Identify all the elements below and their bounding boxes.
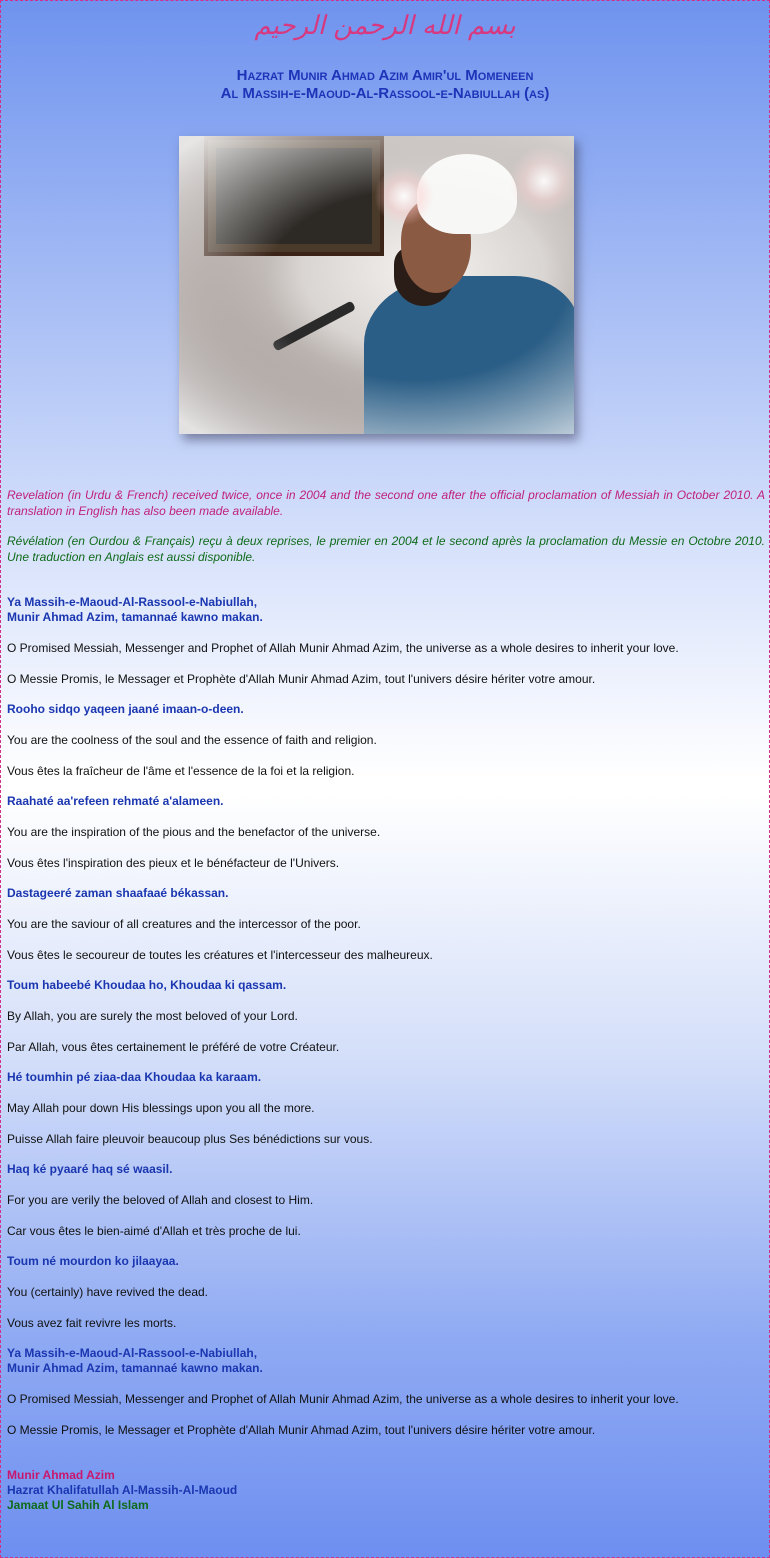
verse-french: [7, 948, 765, 963]
verse-line: O Messie Promis, le Messager et Prophète d'Allah Munir Ahmad Azim, tout l'univers désire hériter votre amour.: [7, 672, 596, 686]
verse-urdu: [7, 1162, 765, 1177]
verse-english: [7, 1101, 765, 1116]
verse-urdu: [7, 1254, 765, 1269]
verse-english: [7, 1285, 765, 1300]
bismillah-text: بسم الله الرحمن الرحيم: [254, 11, 516, 41]
verse-english: [7, 641, 765, 656]
verse-line: Ya Massih-e-Maoud-Al-Rassool-e-Nabiullah,: [7, 1346, 258, 1360]
verse-line: You are the inspiration of the pious and the benefactor of the universe.: [7, 825, 381, 839]
title-line-2: Al Massih-e-Maoud-Al-Rassool-e-Nabiullah (as): [220, 85, 550, 102]
verse-line: Dastageeré zaman shaafaaé békassan.: [7, 886, 229, 900]
signature-organization: Jamaat Ul Sahih Al Islam: [7, 1498, 149, 1512]
verse-line: Vous êtes l'inspiration des pieux et le bénéfacteur de l'Univers.: [7, 856, 340, 870]
verse-french: [7, 1423, 765, 1438]
verse-urdu: [7, 794, 765, 809]
verse-urdu: [7, 886, 765, 901]
verse-english: [7, 733, 765, 748]
page-title: [1, 67, 769, 103]
verse-english: [7, 1392, 765, 1407]
verse-line: O Messie Promis, le Messager et Prophète d'Allah Munir Ahmad Azim, tout l'univers désire hériter votre amour.: [7, 1423, 596, 1437]
verse-urdu: [7, 595, 765, 625]
verse-line: O Promised Messiah, Messenger and Prophet of Allah Munir Ahmad Azim, the universe as a whole desires to inherit your love.: [7, 1392, 679, 1406]
signature-name: Munir Ahmad Azim: [7, 1468, 115, 1482]
verse-french: [7, 1132, 765, 1147]
portrait-photo: [179, 136, 574, 434]
verse-urdu: [7, 702, 765, 717]
verse-line: Rooho sidqo yaqeen jaané imaan-o-deen.: [7, 702, 244, 716]
verse-french: [7, 1224, 765, 1239]
verse-line: Raahaté aa'refeen rehmaté a'alameen.: [7, 794, 224, 808]
verse-line: Hé toumhin pé ziaa-daa Khoudaa ka karaam.: [7, 1070, 262, 1084]
verse-urdu: [7, 1346, 765, 1376]
verse-line: Puisse Allah faire pleuvoir beaucoup plus Ses bénédictions sur vous.: [7, 1132, 373, 1146]
verse-line: By Allah, you are surely the most beloved of your Lord.: [7, 1009, 298, 1023]
signature-title: Hazrat Khalifatullah Al-Massih-Al-Maoud: [7, 1483, 238, 1497]
verse-line: You are the saviour of all creatures and the intercessor of the poor.: [7, 917, 361, 931]
bismillah-calligraphy: [1, 11, 769, 51]
verse-line: May Allah pour down His blessings upon you all the more.: [7, 1101, 315, 1115]
verse-line: Car vous êtes le bien-aimé d'Allah et très proche de lui.: [7, 1224, 301, 1238]
verse-line: Toum habeebé Khoudaa ho, Khoudaa ki qassam.: [7, 978, 287, 992]
verse-line: Toum né mourdon ko jilaayaa.: [7, 1254, 179, 1268]
verse-line: Munir Ahmad Azim, tamannaé kawno makan.: [7, 610, 263, 624]
title-line-1: Hazrat Munir Ahmad Azim Amir'ul Momeneen: [236, 67, 534, 84]
verse-line: Munir Ahmad Azim, tamannaé kawno makan.: [7, 1361, 263, 1375]
verse-line: O Promised Messiah, Messenger and Prophet of Allah Munir Ahmad Azim, the universe as a whole desires to inherit your love.: [7, 641, 679, 655]
verse-urdu: [7, 1070, 765, 1085]
verse-line: You are the coolness of the soul and the essence of faith and religion.: [7, 733, 377, 747]
verse-line: Vous êtes la fraîcheur de l'âme et l'essence de la foi et la religion.: [7, 764, 355, 778]
verse-line: For you are verily the beloved of Allah and closest to Him.: [7, 1193, 314, 1207]
verse-line: Vous avez fait revivre les morts.: [7, 1316, 177, 1330]
verse-list: [7, 595, 765, 1453]
verse-line: Vous êtes le secoureur de toutes les créatures et l'intercesseur des malheureux.: [7, 948, 433, 962]
verse-english: [7, 917, 765, 932]
verse-urdu: [7, 978, 765, 993]
verse-line: Haq ké pyaaré haq sé waasil.: [7, 1162, 173, 1176]
verse-line: Par Allah, vous êtes certainement le préféré de votre Créateur.: [7, 1040, 340, 1054]
verse-french: [7, 856, 765, 871]
verse-french: [7, 764, 765, 779]
intro-french: Révélation (en Ourdou & Français) reçu à deux reprises, le premier en 2004 et le second après la proclamation du Messie en Octobre 2010. Une traduction en Anglais est aussi disponible.: [7, 534, 765, 564]
intro-english: Revelation (in Urdu & French) received twice, once in 2004 and the second one after the official proclamation of Messiah in October 2010. A translation in English has also been made available.: [7, 488, 765, 518]
verse-line: You (certainly) have revived the dead.: [7, 1285, 209, 1299]
verse-french: [7, 672, 765, 687]
verse-french: [7, 1316, 765, 1331]
signature: [7, 1468, 237, 1513]
verse-english: [7, 1009, 765, 1024]
verse-french: [7, 1040, 765, 1055]
verse-english: [7, 1193, 765, 1208]
verse-english: [7, 825, 765, 840]
verse-line: Ya Massih-e-Maoud-Al-Rassool-e-Nabiullah,: [7, 595, 258, 609]
